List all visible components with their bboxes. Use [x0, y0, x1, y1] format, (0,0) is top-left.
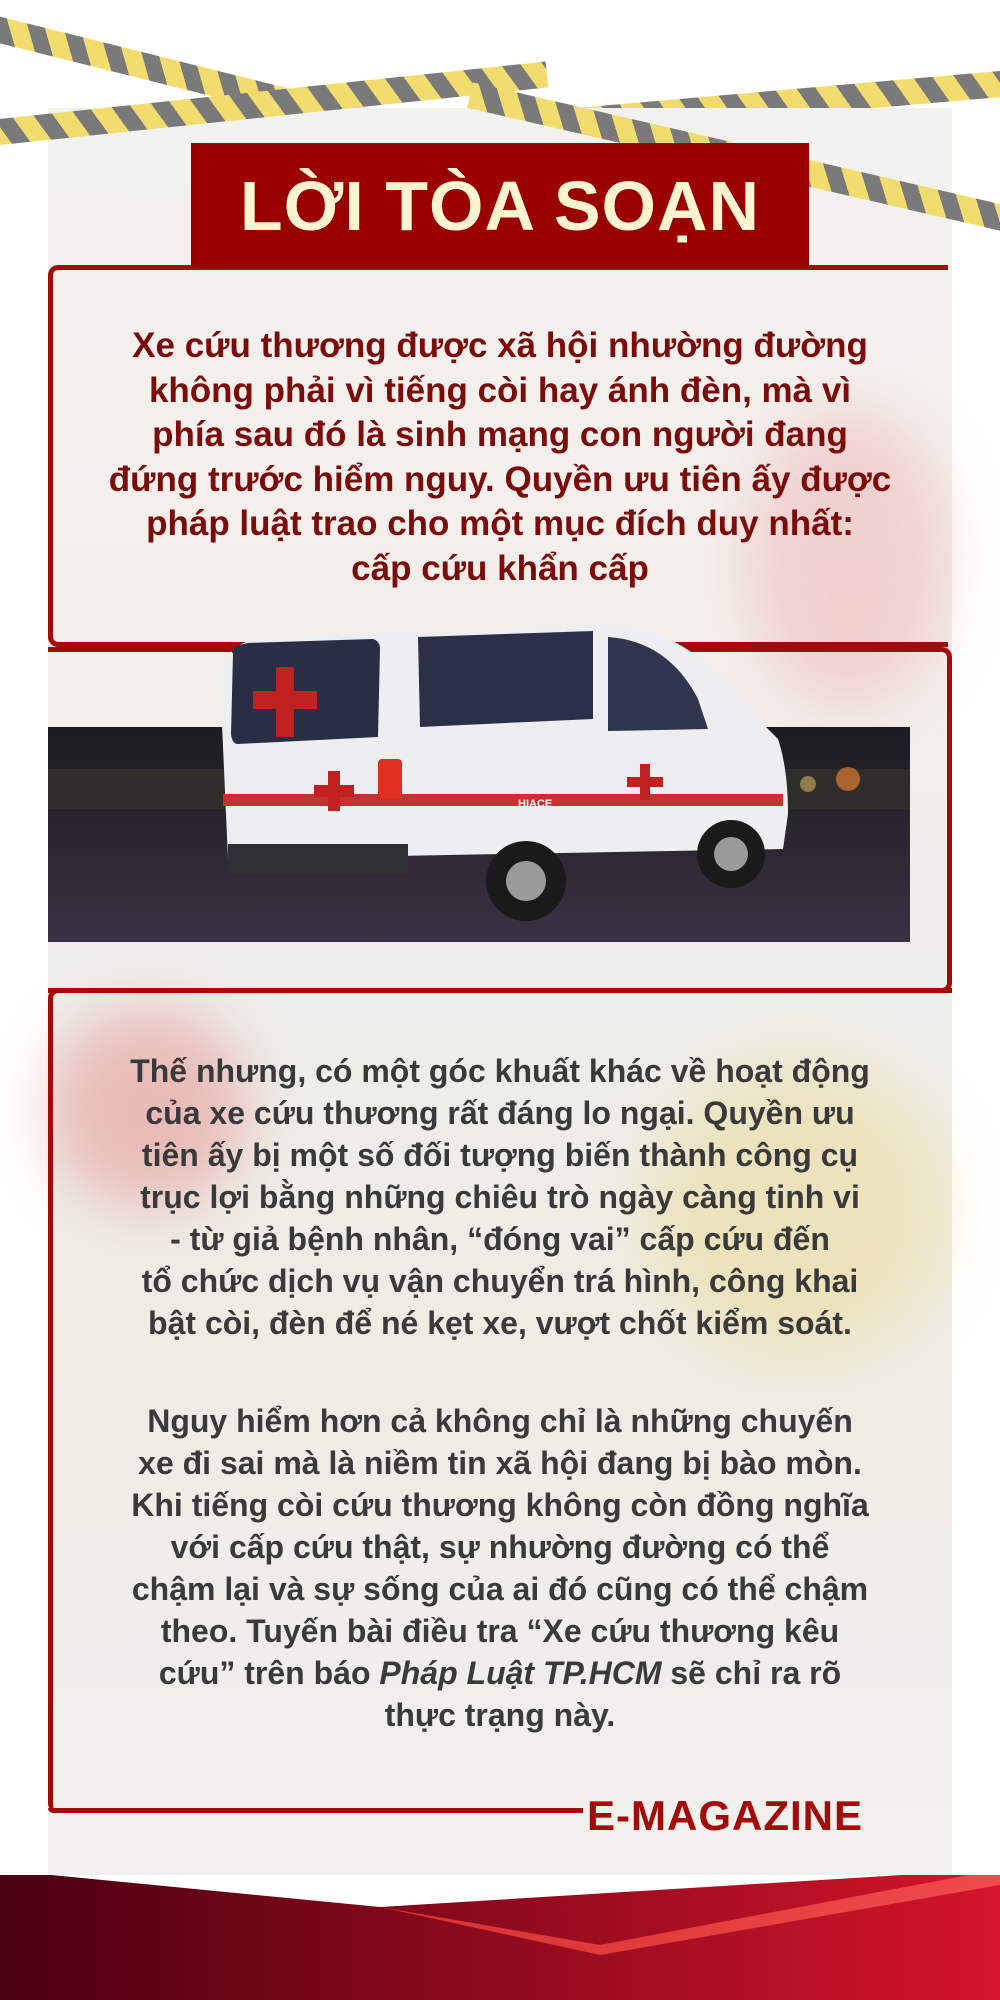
body-line: tổ chức dịch vụ vận chuyển trá hình, công khai	[141, 1263, 859, 1299]
intro-line: đứng trước hiểm nguy. Quyền ưu tiên ấy được	[108, 459, 892, 499]
body-line: bật còi, đèn để né kẹt xe, vượt chốt kiểm soát.	[148, 1305, 852, 1341]
newspaper-name: Pháp Luật TP.HCM	[379, 1655, 662, 1691]
e-magazine-label: E-MAGAZINE	[587, 1792, 863, 1839]
intro-text	[60, 324, 940, 591]
van-label: HIACE	[518, 798, 553, 810]
intro-line: không phải vì tiếng còi hay ánh đèn, mà vì	[148, 370, 852, 410]
intro-line: Xe cứu thương được xã hội nhường đường	[132, 326, 868, 365]
bottom-red-band	[0, 1875, 1000, 2000]
body-line: Thế nhưng, có một góc khuất khác về hoạt động	[130, 1053, 870, 1089]
body-line: tiên ấy bị một số đối tượng biến thành công cụ	[141, 1137, 859, 1173]
body-line: Khi tiếng còi cứu thương không còn đồng nghĩa	[131, 1487, 869, 1523]
intro-line: phía sau đó là sinh mạng con người đang	[152, 415, 848, 454]
body-line: của xe cứu thương rất đáng lo ngại. Quyền ưu	[145, 1095, 855, 1131]
body-line: với cấp cứu thật, sự nhường đường có thể	[170, 1529, 830, 1565]
body-line: - từ giả bệnh nhân, “đóng vai” cấp cứu đến	[170, 1221, 830, 1257]
body-line: xe đi sai mà là niềm tin xã hội đang bị bào mòn.	[138, 1445, 862, 1481]
intro-line: cấp cứu khẩn cấp	[351, 548, 649, 588]
body-paragraph-2	[60, 1400, 940, 1736]
body-line: theo. Tuyến bài điều tra “Xe cứu thương kêu	[160, 1613, 840, 1649]
body-line: thực trạng này.	[384, 1697, 616, 1733]
ambulance-photo	[48, 619, 910, 942]
title-banner	[191, 143, 809, 268]
body-text: cứu” trên báo	[158, 1655, 380, 1691]
body-paragraph-1	[60, 1050, 940, 1344]
intro-line: pháp luật trao cho một mục đích duy nhất:	[146, 504, 854, 543]
body-line: Nguy hiểm hơn cả không chỉ là những chuyến	[147, 1403, 853, 1439]
body-frame-bottom	[48, 1808, 583, 1813]
body-line: chậm lại và sự sống của ai đó cũng có thể chậm	[131, 1571, 869, 1607]
page-title: LỜI TÒA SOẠN	[239, 166, 761, 245]
body-text: sẽ chỉ ra rõ	[661, 1655, 842, 1691]
body-line	[60, 1652, 940, 1694]
body-line: trục lợi bằng những chiêu trò ngày càng tinh vi	[140, 1179, 860, 1215]
